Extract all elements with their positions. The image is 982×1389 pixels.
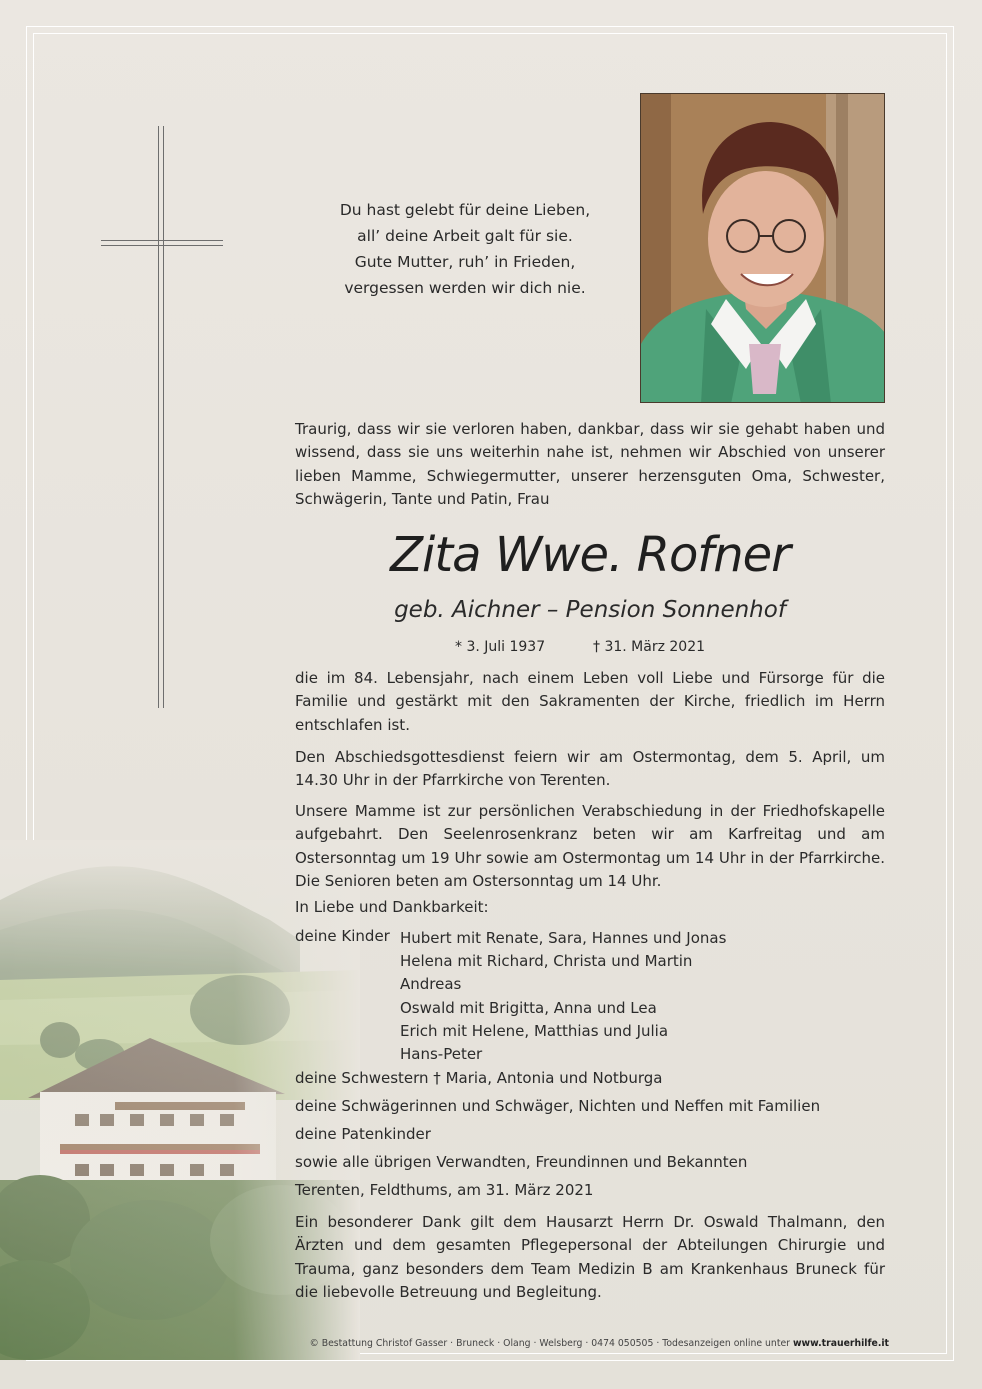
list-item: Helena mit Richard, Christa und Martin — [400, 952, 693, 971]
poem — [300, 197, 630, 301]
intro-paragraph: Traurig, dass wir sie verloren haben, dankbar, dass wir sie gehabt haben und wissend, dass sie uns weiterhin nahe ist, nehmen wir Abschied von unserer lieben Mamme, Schwiegermutter, unserer herzensguten Oma, Schwester, Schwägerin, Tante und Patin, Frau — [295, 420, 885, 509]
birth-date: * 3. Juli 1937 — [455, 639, 546, 655]
thanks-paragraph: Ein besonderer Dank gilt dem Hausarzt Herrn Dr. Oswald Thalmann, den Ärzten und dem gesamten Pflegepersonal der Abteilungen Chirurgie und Trauma, ganz besonders dem Team Medizin B am Krankenhaus Bruneck für die liebevolle Betreuung und Begleitung. — [295, 1213, 885, 1302]
mourner-line: deine Patenkinder — [295, 1125, 431, 1143]
list-item: Andreas — [400, 975, 462, 994]
footer — [295, 1338, 889, 1349]
list-item: Oswald mit Brigitta, Anna und Lea — [400, 998, 657, 1017]
kids-label: deine Kinder — [295, 927, 390, 945]
kids-list — [400, 927, 726, 1066]
poem-line: vergessen werden wir dich nie. — [344, 279, 586, 297]
paragraph: die im 84. Lebensjahr, nach einem Leben voll Liebe und Fürsorge für die Familie und gestärkt mit den Sakramenten der Kirche, friedlich im Herrn entschlafen ist. — [295, 669, 885, 734]
footer-url[interactable]: www.trauerhilfe.it — [792, 1338, 889, 1349]
deceased-subname: geb. Aichner – Pension Sonnenhof — [394, 597, 786, 623]
poem-line: Gute Mutter, ruh’ in Frieden, — [354, 253, 576, 271]
poem-line: all’ deine Arbeit galt für sie. — [357, 227, 573, 245]
footer-text: © Bestattung Christof Gasser · Bruneck · Olang · Welsberg · 0474 050505 · Todesanzeigen online unter — [309, 1338, 793, 1349]
love-heading: In Liebe und Dankbarkeit: — [295, 898, 489, 916]
list-item: Hans-Peter — [400, 1045, 483, 1064]
list-item: Hubert mit Renate, Sara, Hannes und Jonas — [400, 929, 727, 947]
paragraph: Unsere Mamme ist zur persönlichen Verabschiedung in der Friedhofskapelle aufgebahrt. Den Seelenrosenkranz beten wir am Karfreitag und am Ostersonntag um 19 Uhr sowie am Ostermontag um 14 Uhr in der Pfarrkirche. Die Senioren beten am Ostersonntag um 14 Uhr. — [295, 802, 885, 891]
portrait-photo — [640, 93, 885, 403]
mourner-line: deine Schwägerinnen und Schwäger, Nichten und Neffen mit Familien — [295, 1097, 821, 1115]
mourner-line: deine Schwestern † Maria, Antonia und Notburga — [295, 1069, 663, 1087]
deceased-name: Zita Wwe. Rofner — [390, 527, 790, 583]
list-item: Erich mit Helene, Matthias und Julia — [400, 1021, 669, 1040]
mourner-line: sowie alle übrigen Verwandten, Freundinnen und Bekannten — [295, 1153, 748, 1171]
place-date-line: Terenten, Feldthums, am 31. März 2021 — [295, 1181, 594, 1199]
paragraph: Den Abschiedsgottesdienst feiern wir am Ostermontag, dem 5. April, um 14.30 Uhr in der Pfarrkirche von Terenten. — [295, 748, 885, 790]
poem-line: Du hast gelebt für deine Lieben, — [339, 201, 591, 219]
death-date: † 31. März 2021 — [593, 639, 706, 655]
